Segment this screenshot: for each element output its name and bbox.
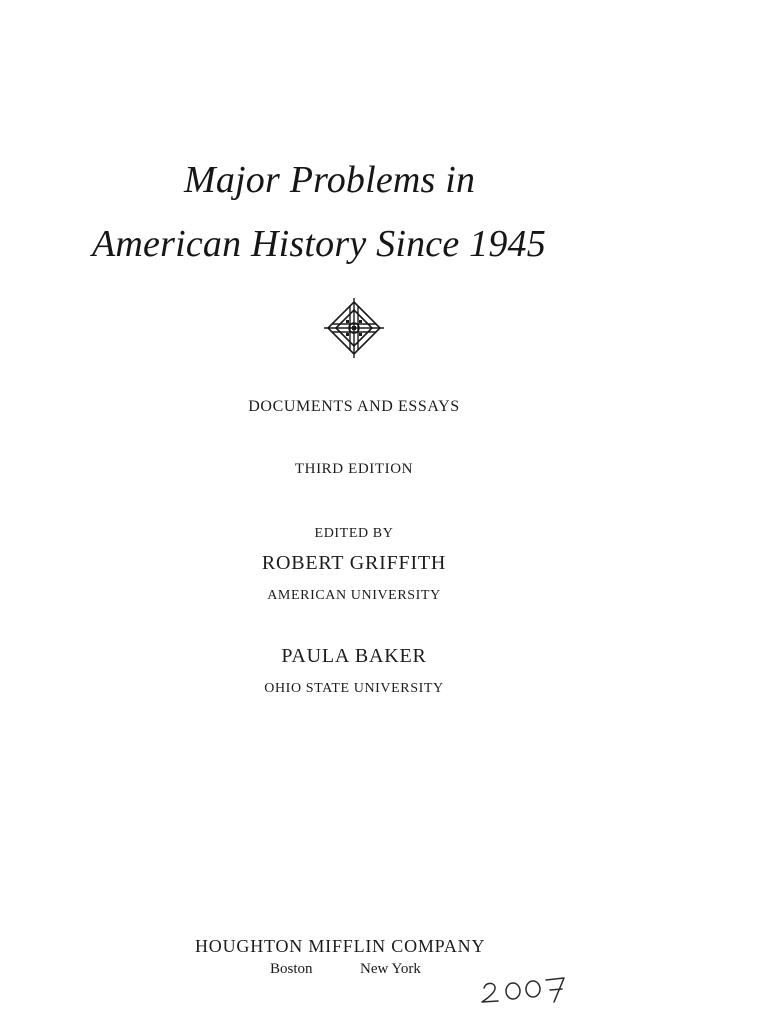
publisher-name: HOUGHTON MIFFLIN COMPANY (195, 936, 486, 956)
handwritten-year-note (446, 964, 576, 1008)
publisher-city: Boston (270, 961, 313, 977)
book-subtitle: DOCUMENTS AND ESSAYS (248, 398, 460, 415)
publisher-city: New York (360, 961, 421, 977)
book-title-line-1: Major Problems in (184, 159, 476, 201)
edition-label: THIRD EDITION (294, 461, 414, 477)
editor-affiliation: OHIO STATE UNIVERSITY (264, 681, 444, 696)
editor-name: ROBERT GRIFFITH (261, 552, 447, 574)
diamond-ornament-icon (324, 298, 384, 358)
editor-name: PAULA BAKER (281, 645, 427, 667)
book-title-line-2: American History Since 1945 (92, 223, 546, 265)
edited-by-label: EDITED BY (314, 526, 394, 541)
editor-affiliation: AMERICAN UNIVERSITY (267, 588, 441, 603)
